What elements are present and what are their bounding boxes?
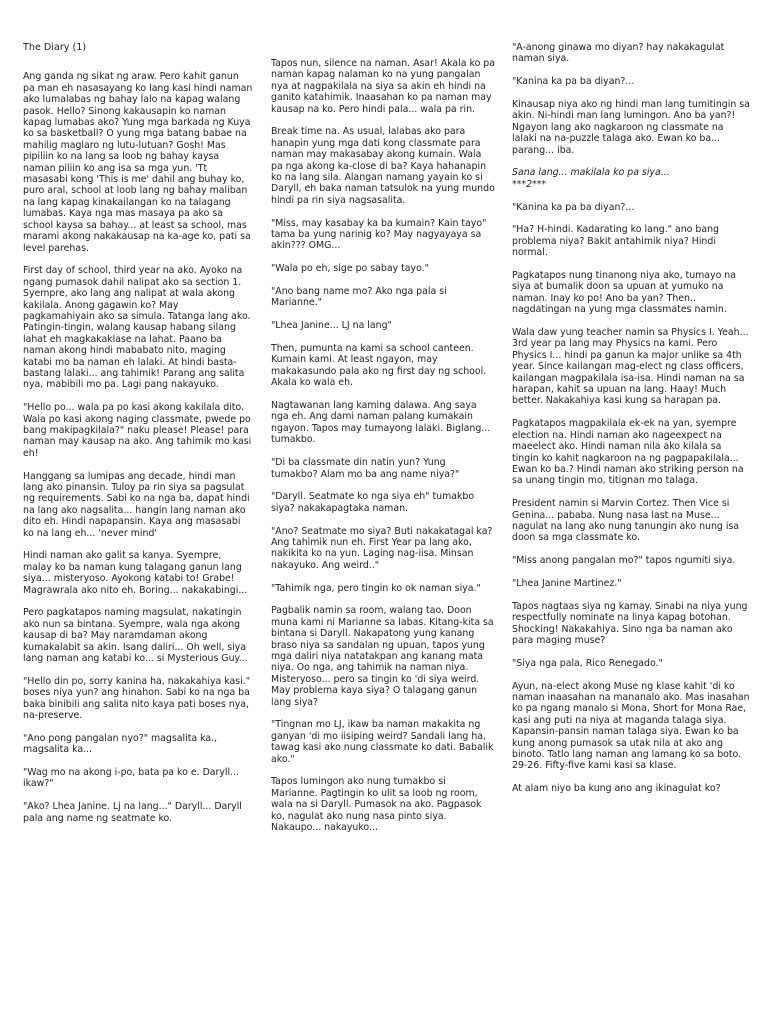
paragraph: Hindi naman ako galit sa kanya. Syempre, malay ko ba naman kung talagang ganun lang siya... misteryoso. Ayokong katabi to! Grabe! Magrawrala ako nito eh. Boring... nakakabingi... <box>23 550 248 596</box>
paragraph: "Daryll. Seatmate ko nga siya eh" tumakbo siya? nakakapagtaka naman. <box>271 491 475 514</box>
paragraph: "Ano pong pangalan nyo?" magsalita ka., magsalita ka... <box>23 732 218 756</box>
paragraph: Ang ganda ng sikat ng araw. Pero kahit ganun pa man eh nasasayang ko lang kasi hindi naman ako lumalabas ng bahay lalo na kapag walang pasok. Hello? Sinong kakausapin ko naman kapag lumabas ako? Yung mga barkada ng Kuya ko sa basketball? O yung mga batang babae na mahilig maglaro ng lutu-lutuan? Gosh! Mas pipiliin ko na lang sa loob ng bahay kaysa naman piliin ko ang isa sa mga yun. 'Tt masasabi kong 'This is me' dahil ang buhay ko, puro aral, school at loob lang ng bahay maliban na lang kapag kinakailangan ko na talagang lumabas. Kaya nga mas masaya pa ako sa school kaysa sa bahay... at least sa school, mas marami akong nakakausap na ka-age ko, pati sa level parehas. <box>23 71 253 254</box>
paragraph: "Hello din po, sorry kanina ha, nakakahiya kasi." boses niya yun? ang hinahon. Sabi ko na nga ba baka binibili ang salita nito kaya pati boses nya, na-preserve. <box>23 675 251 722</box>
paragraph: At alam niyo ba kung ano ang ikinagulat ko? <box>512 783 721 795</box>
paragraph: Wala daw yung teacher namin sa Physics I. Yeah... 3rd year pa lang may Physics na kami. Pero Physics I... hindi pa ganun ka major unlike sa 4th year. Since kailangan mag-elect ng class officers, kailangan magpakilala isa-isa. Hindi naman na sa harapan, kahit sa upuan na lang. Haay! Much better. Nakakahiya kasi kung sa harapan pa. <box>512 327 749 407</box>
paragraph: "Wala po eh, sige po sabay tayo." <box>271 263 429 275</box>
paragraph: "Tahimik nga, pero tingin ko ok naman siya." <box>271 582 481 594</box>
paragraph: "Tingnan mo LJ, ikaw ba naman makakita ng ganyan 'di mo iisiping weird? Sandali lang ha, tawag kasi ako nung classmate ko dati. Babalik ako." <box>271 719 494 765</box>
paragraph: Pagkatapos magpakilala ek-ek na yan, syempre election na. Hindi naman ako nageexpect na maeelect ako. Hindi naman nila ako kilala sa tingin ko kahit nagkaroon na ng pagpapakilala... Ewan ko ba.? Hindi naman ako striking person na sa unang tingin mo, titignan mo talaga. <box>512 418 744 487</box>
paragraph: "Kanina ka pa ba diyan?... <box>512 76 635 88</box>
paragraph: "A-anong ginawa mo diyan? hay nakakagulat naman siya. <box>512 42 725 65</box>
paragraph: Pero pagkatapos naming magsulat, nakatingin ako nun sa bintana. Syempre, wala nga akong kausap di ba? May naramdaman akong kumakalabit sa akin. Isang daliri... Oh well, siya lang naman ang katabi ko... si Mysterious Guy... <box>23 607 248 665</box>
paragraph: Pagbalik namin sa room, walang tao. Doon muna kami ni Marianne sa labas. Kitang-kita sa bintana si Daryll. Nakapatong yung kanang braso niya sa sandalan ng upuan, tapos yung mga daliri niya natatakpan ang kanang mata niya. Oo nga, ang tahimik na naman niya. Misteryoso... pero sa tingin ko 'di siya weird. May problema kaya siya? O talagang ganun lang siya? <box>271 605 494 708</box>
paragraph: "Siya nga pala, Rico Renegado." <box>512 657 663 669</box>
paragraph: "Ano? Seatmate mo siya? Buti nakakatagal ka? Ang tahimik nun eh. First Year pa lang ako, nakikita ko na yun. Laging nag-iisa. Minsan nakayuko. Ang weird.." <box>271 525 493 571</box>
paragraph: Hanggang sa lumipas ang decade, hindi man lang ako pinansin. Tuloy pa rin siya sa pagsulat ng requirements. Sabi ko na nga ba, dapat hindi na lang ako nagsalita... hangin lang naman ako dito eh. Hindi napapansin. Kaya ang masasabi ko na lang eh... 'never mind' <box>23 470 250 539</box>
paragraph: Ayun, na-elect akong Muse ng klase kahit 'di ko naman inaasahan na mananalo ako. Mas inasahan ko pa ngang manalo si Mona, Short for Mona Rae, kasi ang puti na niya at maganda talaga siya. Kapansin-pansin naman talaga siya. Ewan ko ba kung anong pumasok sa utak nila at ako ang binoto. Tatlo lang naman ang lamang ko sa boto. 29-26. Fifty-five kami kasi sa klase. <box>512 680 750 772</box>
paragraph: Then, pumunta na kami sa school canteen. Kumain kami. At least ngayon, may makakasundo pala ako ng first day ng school. Akala ko wala eh. <box>271 343 487 389</box>
paragraph: Break time na. As usual, lalabas ako para hanapin yung mga dati kong classmate para naman may makasabay akong kumain. Wala pa nga akong ka-close di ba? Kaya hahanapin ko na lang sila. Alangan namang yayain ko si Daryll, eh baka naman tatsulok na yung mundo hindi pa rin siya nagsasalita. <box>271 126 495 206</box>
paragraph: "Miss anong pangalan mo?" tapos ngumiti siya. <box>512 555 736 567</box>
paragraph: "Kanina ka pa ba diyan?... <box>512 201 635 213</box>
paragraph: "Ha? H-hindi. Kadarating ko lang." ano bang problema niya? Bakit antahimik niya? Hindi normal. <box>512 224 719 259</box>
document-title: The Diary (1) <box>23 42 87 53</box>
paragraph: Tapos nagtaas siya ng kamay. Sinabi na niya yung respectfully nominate na linya kapag botohan. Shocking! Nakakahiya. Sino nga ba naman ako para maging muse? <box>512 600 748 646</box>
paragraph: Pagkatapos nung tinanong niya ako, tumayo na siya at bumalik doon sa upuan at yumuko na naman. Inay ko po! Ano ba yan? Then.. nagdatingan na yung mga classmates namin. <box>512 270 736 316</box>
chapter-break: Sana lang... makilala ko pa siya... ***2*** <box>512 167 670 190</box>
column-3 <box>512 42 750 806</box>
paragraph: "Lhea Janine... LJ na lang" <box>271 320 392 332</box>
paragraph: Tapos nun, silence na naman. Asar! Akala ko pa naman kapag nalaman ko na yung pangalan nya at nagpakilala na siya sa akin eh hindi na ganito katahimik. Inaasahan ko pa naman may kausap na ko. Pero hindi pala... wala pa rin. <box>271 58 495 115</box>
paragraph: "Wag mo na akong i-po, bata pa ko e. Daryll... ikaw?" <box>23 767 240 790</box>
paragraph: "Di ba classmate din natin yun? Yung tumakbo? Alam mo ba ang name niya?" <box>271 457 460 480</box>
column-2 <box>271 58 495 845</box>
paragraph: "Lhea Janine Martinez." <box>512 577 622 589</box>
paragraph: "Miss, may kasabay ka ba kumain? Kain tayo" tama ba yung narinig ko? May nagyayaya sa akin??? OMG... <box>271 217 487 252</box>
paragraph: President namin si Marvin Cortez. Then Vice si Genina... pababa. Nung nasa last na Muse... nagulat na lang ako nung tanungin ako nung isa doon sa mga classmate ko. <box>512 498 740 544</box>
column-1 <box>23 42 253 835</box>
paragraph: Kinausap niya ako ng hindi man lang tumitingin sa akin. Ni-hindi man lang lumingon. Ano ba yan?! Ngayon lang ako nagkaroon ng classmate na lalaki na na-puzzle talaga ako. Ewan ko ba... parang... iba. <box>512 99 750 156</box>
paragraph: "Ano bang name mo? Ako nga pala si Marianne." <box>271 286 447 309</box>
paragraph: Nagtawanan lang kaming dalawa. Ang saya nga eh. Ang dami naman palang kumakain ngayon. Tapos may tumayong lalaki. Biglang... tumakbo. <box>271 400 491 446</box>
paragraph: "Ako? Lhea Janine. Lj na lang..." Daryll... Daryll pala ang name ng seatmate ko. <box>23 801 242 824</box>
paragraph: First day of school, third year na ako. Ayoko na ngang pumasok dahil nalipat ako sa section 1. Syempre, ako lang ang nalipat at wala akong kakilala. Anong gagawin ko? May pagkamahiyain ako sa simula. Tatanga lang ako. Patingin-tingin, walang kausap habang silang lahat eh magkakaklase na lahat. Paano ba naman akong hindi mababato nito, maging katabi mo ba naman eh lalaki. At hindi basta-bastang lalaki... ang tahimik! Parang ang salita nya, mabibili mo pa. Lagi pang nakayuko. <box>23 265 251 391</box>
paragraph: "Hello po... wala pa po kasi akong kakilala dito. Wala po kasi akong naging classmate, pwede po bang makipagkilala?" naku please! Please! para naman may kausap na ako. Ang tahimik mo kasi eh! <box>23 402 252 459</box>
paragraph: Tapos lumingon ako nung tumakbo si Marianne. Pagtingin ko ulit sa loob ng room, wala na si Daryll. Pumasok na ako. Pagpasok ko, nagulat ako nung nasa pinto siya. Nakaupo... nakayuko... <box>271 776 482 833</box>
